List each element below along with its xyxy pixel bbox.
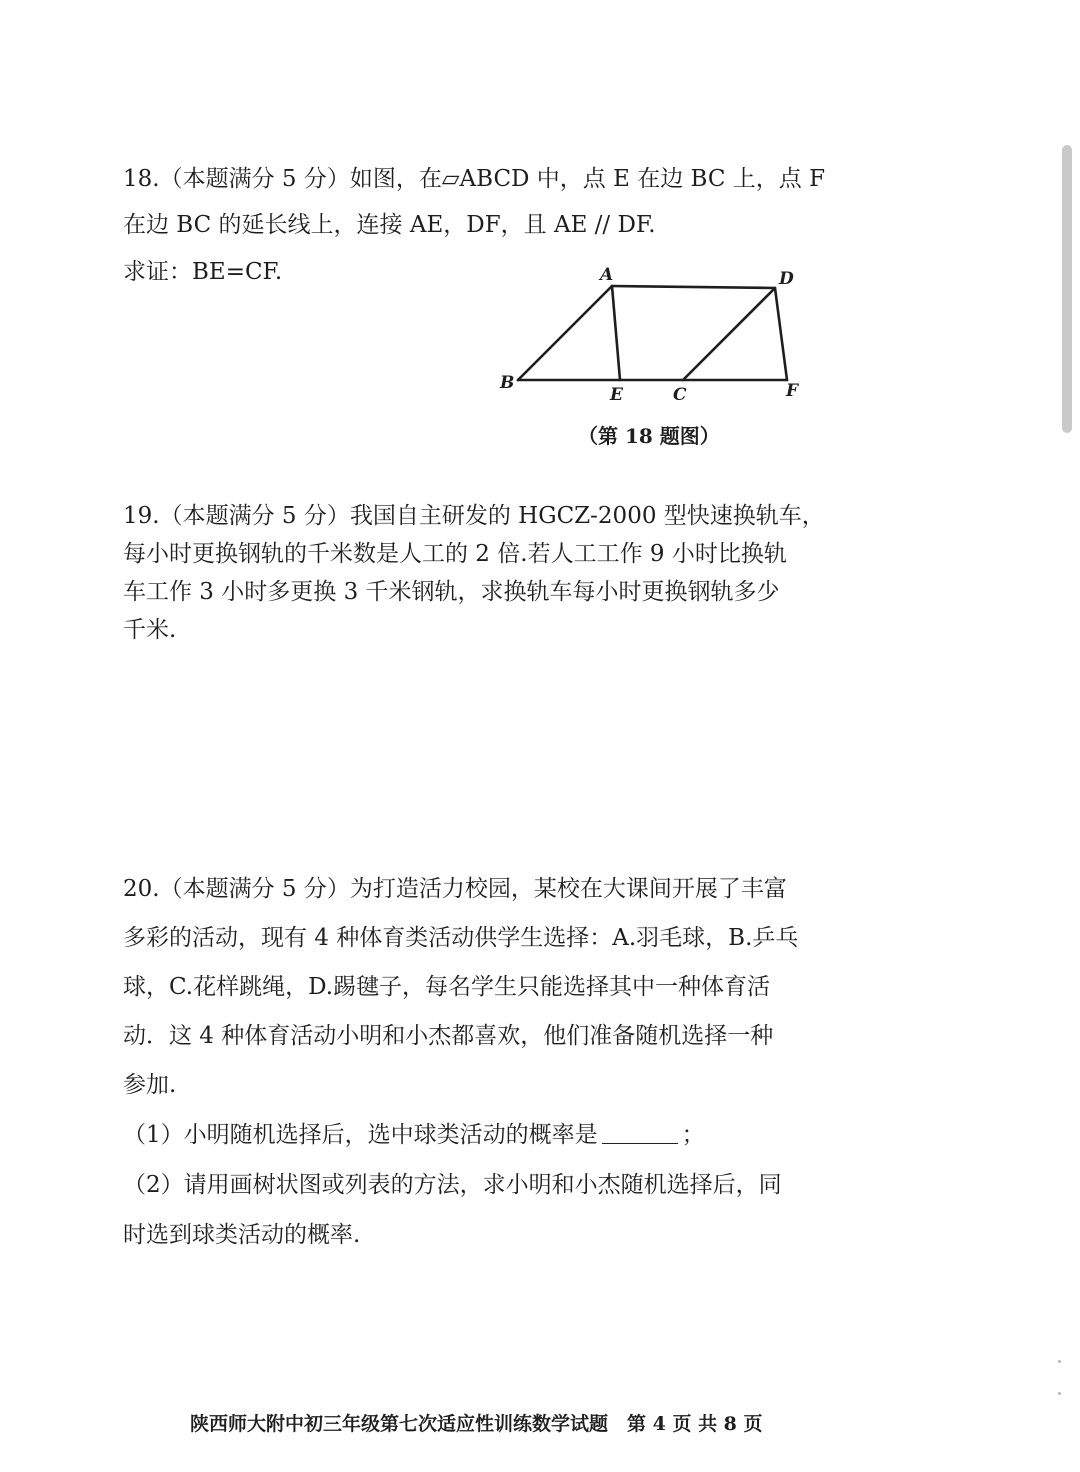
q20-line-1: 20.（本题满分 5 分）为打造活力校园，某校在大课间开展了丰富 xyxy=(123,876,787,902)
q20-line-4: 动．这 4 种体育活动小明和小杰都喜欢，他们准备随机选择一种 xyxy=(123,1023,774,1049)
label-e: E xyxy=(610,385,623,405)
label-b: B xyxy=(500,373,515,393)
label-c: C xyxy=(673,385,687,405)
scan-speck xyxy=(1058,1360,1061,1363)
q19-line-1: 19.（本题满分 5 分）我国自主研发的 HGCZ-2000 型快速换轨车， xyxy=(123,503,825,529)
segment-dc xyxy=(683,288,775,380)
q20-line-3: 球，C.花样跳绳，D.踢毽子，每名学生只能选择其中一种体育活 xyxy=(123,974,771,1000)
label-a: A xyxy=(600,265,614,285)
q18-figure-caption: （第 18 题图） xyxy=(578,424,720,448)
q20-part-2-line-1: （2）请用画树状图或列表的方法，求小明和小杰随机选择后，同 xyxy=(123,1172,782,1198)
q20-line-5: 参加. xyxy=(123,1072,177,1098)
answer-blank[interactable] xyxy=(602,1123,678,1144)
q18-figure xyxy=(495,260,815,410)
scrollbar-thumb[interactable] xyxy=(1062,145,1072,433)
segment-ab xyxy=(518,286,612,380)
label-f: F xyxy=(786,381,799,401)
q18-line-3: 求证：BE=CF. xyxy=(123,259,283,285)
q19-line-2: 每小时更换钢轨的千米数是人工的 2 倍.若人工工作 9 小时比换轨 xyxy=(123,541,787,567)
q18-line-2: 在边 BC 的延长线上，连接 AE，DF，且 AE // DF. xyxy=(123,212,656,238)
q20-part-1-text: （1）小明随机选择后，选中球类活动的概率是 xyxy=(123,1122,598,1148)
q19-line-3: 车工作 3 小时多更换 3 千米钢轨，求换轨车每小时更换钢轨多少 xyxy=(123,579,780,605)
segment-ad xyxy=(612,286,775,288)
segment-ae xyxy=(612,286,620,380)
q20-part-2-line-2: 时选到球类活动的概率. xyxy=(123,1222,361,1248)
scan-speck xyxy=(1058,1392,1061,1395)
q18-line-1: 18.（本题满分 5 分）如图，在▱ABCD 中，点 E 在边 BC 上，点 F xyxy=(123,166,826,192)
page-footer: 陕西师大附中初三年级第七次适应性训练数学试题 第 4 页 共 8 页 xyxy=(190,1413,763,1435)
q20-line-2: 多彩的活动，现有 4 种体育类活动供学生选择：A.羽毛球，B.乒乓 xyxy=(123,925,799,951)
q20-part-1-suffix: ； xyxy=(681,1122,705,1148)
label-d: D xyxy=(779,269,794,289)
q19-line-4: 千米. xyxy=(123,617,177,643)
q20-part-1 xyxy=(123,1116,705,1149)
segment-df xyxy=(775,288,787,380)
